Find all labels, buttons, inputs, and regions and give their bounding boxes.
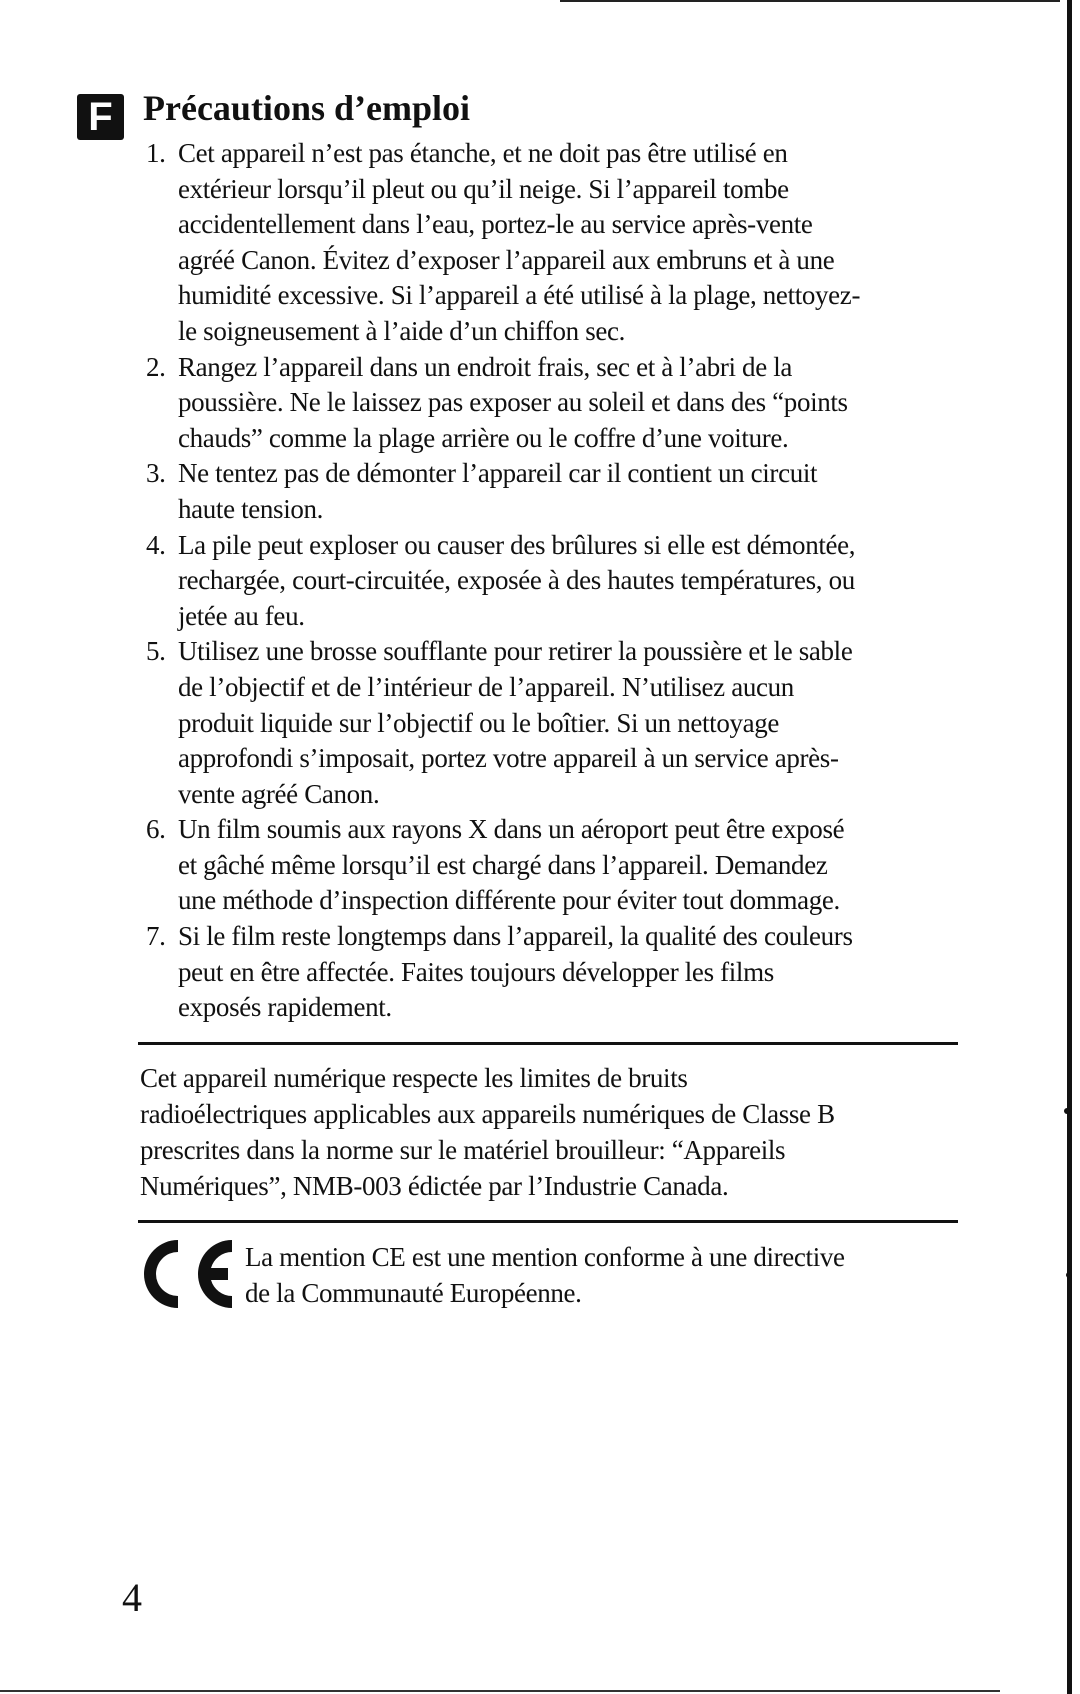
item-number: 1. [146,138,166,168]
text-line: Utilisez une brosse soufflante pour retirer la poussière et le sable [178,636,853,667]
text-line: rechargée, court-circuitée, exposée à des hautes températures, ou [178,565,855,596]
item-number: 3. [146,458,166,489]
list-item [146,634,860,812]
section-language-badge: F [77,94,124,140]
item-text [178,456,860,527]
text-line: extérieur lorsqu’il pleut ou qu’il neige. Si l’appareil tombe [178,173,789,204]
item-text [178,350,860,457]
ce-notice [245,1239,845,1311]
text-line: Si le film reste longtemps dans l’appareil, la qualité des couleurs [178,921,853,952]
page-title: Précautions d’emploi [143,88,470,128]
text-line: approfondi s’imposait, portez votre appareil à un service après- [178,743,839,774]
list-item [146,919,860,1026]
text-line: chauds” comme la plage arrière ou le coffre d’une voiture. [178,422,789,453]
item-number: 6. [146,814,166,845]
text-line: Cet appareil numérique respecte les limites de bruits [140,1063,688,1093]
text-line: le soigneusement à l’aide d’un chiffon sec. [178,315,626,346]
canada-notice [140,1060,835,1204]
text-line: produit liquide sur l’objectif ou le boîtier. Si un nettoyage [178,707,780,738]
text-line: haute tension. [178,493,324,524]
text-line: accidentellement dans l’eau, portez-le au service après-vente [178,209,813,240]
ce-mark-logo [140,1236,234,1312]
list-item [146,136,860,350]
text-line: radioélectriques applicables aux appareils numériques de Classe B [140,1099,835,1129]
item-text [178,919,860,1026]
page-number: 4 [122,1575,142,1620]
scan-edge-right [1067,0,1072,1694]
list-item [146,812,860,919]
text-line: La pile peut exploser ou causer des brûlures si elle est démontée, [178,529,856,560]
scan-speck [1066,1272,1072,1278]
text-line: Cet appareil n’est pas étanche, et ne doit pas être utilisé en [178,138,788,168]
text-line: poussière. Ne le laissez pas exposer au soleil et dans des “points [178,387,848,418]
item-text [178,136,860,350]
text-line: exposés rapidement. [178,992,392,1023]
list-item [146,528,860,635]
precautions-list [146,136,860,1026]
item-text [178,812,860,919]
text-line: Numériques”, NMB-003 édictée par l’Industrie Canada. [140,1171,729,1201]
text-line: jetée au feu. [178,600,305,631]
item-number: 7. [146,921,166,952]
text-line: La mention CE est une mention conforme à une directive [245,1242,845,1272]
text-line: prescrites dans la norme sur le matériel brouilleur: “Appareils [140,1135,786,1165]
divider [138,1042,958,1045]
text-line: une méthode d’inspection différente pour éviter tout dommage. [178,885,840,916]
list-item [146,350,860,457]
scan-speck [1064,1108,1070,1114]
divider [138,1220,958,1223]
text-line: peut en être affectée. Faites toujours développer les films [178,956,774,987]
text-line: de l’objectif et de l’intérieur de l’appareil. N’utilisez aucun [178,671,794,702]
scan-edge-top [560,0,1060,2]
text-line: humidité excessive. Si l’appareil a été utilisé à la plage, nettoyez- [178,280,861,311]
scan-edge-bottom [0,1690,1000,1692]
text-line: et gâché même lorsqu’il est chargé dans l’appareil. Demandez [178,849,828,880]
text-line: vente agréé Canon. [178,778,380,809]
text-line: de la Communauté Européenne. [245,1278,582,1308]
item-text [178,528,860,635]
text-line: agréé Canon. Évitez d’exposer l’appareil aux embruns et à une [178,244,835,275]
item-number: 5. [146,636,166,667]
item-text [178,634,860,812]
text-line: Ne tentez pas de démonter l’appareil car il contient un circuit [178,458,818,489]
text-line: Un film soumis aux rayons X dans un aéroport peut être exposé [178,814,845,845]
item-number: 4. [146,529,166,560]
text-line: Rangez l’appareil dans un endroit frais, sec et à l’abri de la [178,351,793,382]
item-number: 2. [146,351,166,382]
list-item [146,456,860,527]
